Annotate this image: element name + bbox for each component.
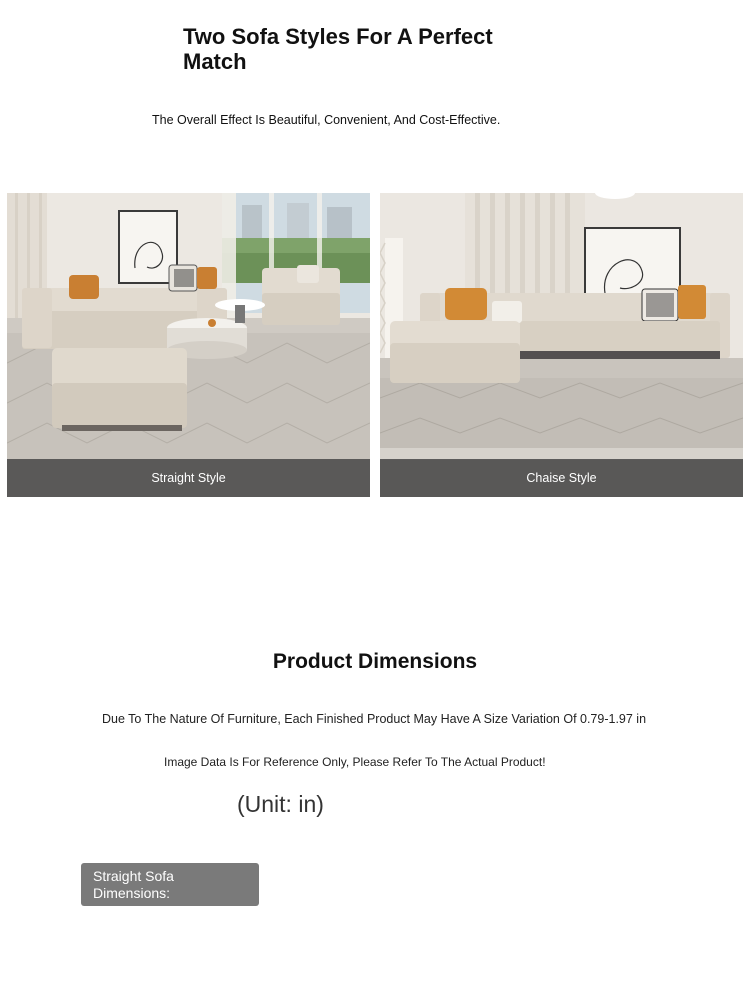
page-title: Two Sofa Styles For A Perfect Match: [183, 24, 493, 74]
straight-sofa-dimensions-label: Straight Sofa Dimensions:: [81, 863, 259, 906]
chaise-sofa-illustration: [380, 193, 743, 497]
style-caption-label: Chaise Style: [526, 471, 597, 485]
style-caption: [7, 459, 370, 497]
straight-style-photo: [7, 193, 370, 497]
style-caption: [380, 459, 743, 497]
unit-label: (Unit: in): [237, 791, 324, 817]
style-caption-label: Straight Style: [151, 471, 226, 485]
size-variation-note: Due To The Nature Of Furniture, Each Finished Product May Have A Size Variation Of 0.79-1.97 in: [102, 712, 647, 726]
page-subtitle: The Overall Effect Is Beautiful, Convenient, And Cost-Effective.: [152, 113, 501, 127]
straight-sofa-illustration: [7, 193, 370, 497]
chaise-style-photo: [380, 193, 743, 497]
reference-note: Image Data Is For Reference Only, Please Refer To The Actual Product!: [164, 755, 546, 769]
dimensions-title: Product Dimensions: [272, 650, 478, 673]
